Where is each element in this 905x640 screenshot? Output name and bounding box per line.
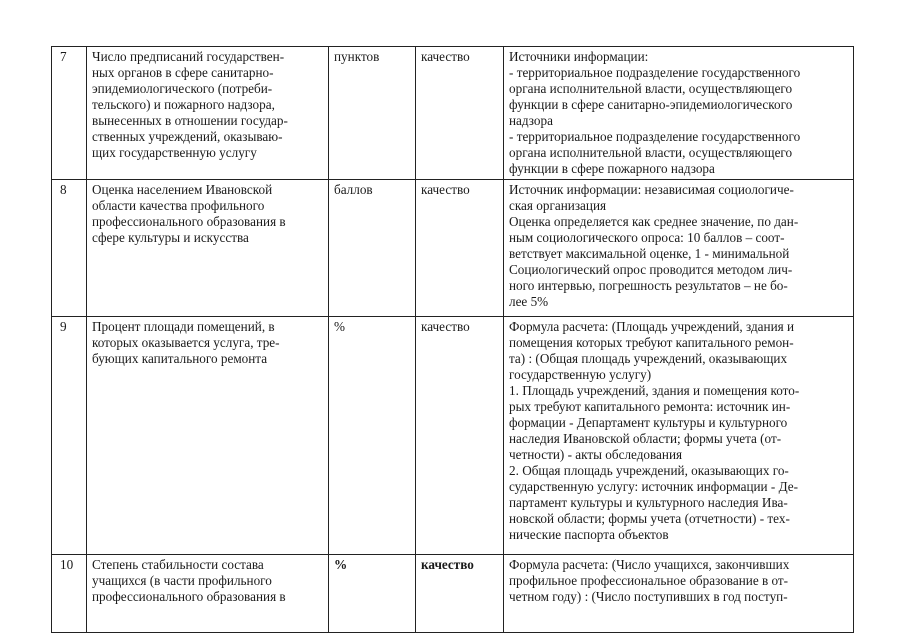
text-line: - территориальное подразделение государственного (509, 129, 801, 144)
text-line: учащихся (в части профильного (92, 573, 272, 588)
text-line: ным социологического опроса: 10 баллов – соот- (509, 230, 785, 245)
text-line: четном году) : (Число поступивших в год поступ- (509, 589, 788, 604)
text-line: лее 5% (509, 294, 549, 309)
text-line: органа исполнительной власти, осуществляющего (509, 145, 793, 160)
text-line: государственную услугу) (509, 367, 652, 382)
text-line: помещения которых требуют капитального ремон- (509, 335, 794, 350)
table-row (52, 180, 854, 317)
row-number: 7 (52, 47, 87, 180)
row-number: 8 (52, 180, 87, 317)
text-line: бующих капитального ремонта (92, 351, 268, 366)
text-line: сударственную услугу: источник информации - Де- (509, 479, 799, 494)
indicator-name (87, 555, 329, 633)
row-number: 10 (52, 555, 87, 633)
text-line: надзора (509, 113, 553, 128)
indicator-type: качество (416, 180, 504, 317)
text-line: - территориальное подразделение государственного (509, 65, 801, 80)
text-line: наследия Ивановской области; формы учета (от- (509, 431, 782, 446)
text-line: функции в сфере санитарно-эпидемиологического (509, 97, 793, 112)
indicator-type: качество (416, 555, 504, 633)
indicator-name (87, 47, 329, 180)
calculation-method (504, 180, 854, 317)
table-row (52, 555, 854, 633)
text-line: Степень стабильности состава (92, 557, 264, 572)
text-line: профессионального образования в (92, 589, 286, 604)
text-line: ветствует максимальной оценке, 1 - минимальной (509, 246, 790, 261)
text-line: Процент площади помещений, в (92, 319, 275, 334)
text-line: профессионального образования в (92, 214, 286, 229)
text-line: партамент культуры и культурного наследия Ива- (509, 495, 788, 510)
table-row (52, 317, 854, 555)
text-line: та) : (Общая площадь учреждений, оказывающих (509, 351, 788, 366)
text-line: ных органов в сфере санитарно- (92, 65, 274, 80)
unit-of-measure: пунктов (329, 47, 416, 180)
text-line: сфере культуры и искусства (92, 230, 249, 245)
indicator-name (87, 180, 329, 317)
text-line: ская организация (509, 198, 607, 213)
text-line: щих государственную услугу (92, 145, 257, 160)
text-line: Оценка определяется как среднее значение, по дан- (509, 214, 799, 229)
text-line: функции в сфере пожарного надзора (509, 161, 715, 176)
text-line: органа исполнительной власти, осуществляющего (509, 81, 793, 96)
text-line: ственных учреждений, оказываю- (92, 129, 283, 144)
text-line: Источники информации: (509, 49, 649, 64)
text-line: 1. Площадь учреждений, здания и помещения кото- (509, 383, 800, 398)
text-line: Социологический опрос проводится методом лич- (509, 262, 793, 277)
indicator-type: качество (416, 47, 504, 180)
unit-of-measure: баллов (329, 180, 416, 317)
text-line: рых требуют капитального ремонта: источник ин- (509, 399, 791, 414)
table-row (52, 47, 854, 180)
calculation-method (504, 47, 854, 180)
unit-of-measure: % (329, 317, 416, 555)
unit-of-measure: % (329, 555, 416, 633)
text-line: Формула расчета: (Число учащихся, закончивших (509, 557, 790, 572)
row-number: 9 (52, 317, 87, 555)
text-line: новской области; формы учета (отчетности) - тех- (509, 511, 790, 526)
indicator-type: качество (416, 317, 504, 555)
text-line: тельского) и пожарного надзора, (92, 97, 275, 112)
text-line: нические паспорта объектов (509, 527, 669, 542)
calculation-method (504, 555, 854, 633)
indicator-name (87, 317, 329, 555)
text-line: формации - Департамент культуры и культурного (509, 415, 788, 430)
text-line: вынесенных в отношении государ- (92, 113, 288, 128)
text-line: которых оказывается услуга, тре- (92, 335, 280, 350)
text-line: Источник информации: независимая социологиче- (509, 182, 794, 197)
text-line: эпидемиологического (потреби- (92, 81, 273, 96)
indicators-table (51, 46, 854, 633)
text-line: Число предписаний государствен- (92, 49, 285, 64)
text-line: профильное профессиональное образование в от- (509, 573, 789, 588)
text-line: Формула расчета: (Площадь учреждений, здания и (509, 319, 795, 334)
text-line: 2. Общая площадь учреждений, оказывающих го- (509, 463, 789, 478)
text-line: ного интервью, погрешность результатов – не бо- (509, 278, 788, 293)
text-line: четности) - акты обследования (509, 447, 683, 462)
text-line: Оценка населением Ивановской (92, 182, 273, 197)
calculation-method (504, 317, 854, 555)
text-line: области качества профильного (92, 198, 265, 213)
